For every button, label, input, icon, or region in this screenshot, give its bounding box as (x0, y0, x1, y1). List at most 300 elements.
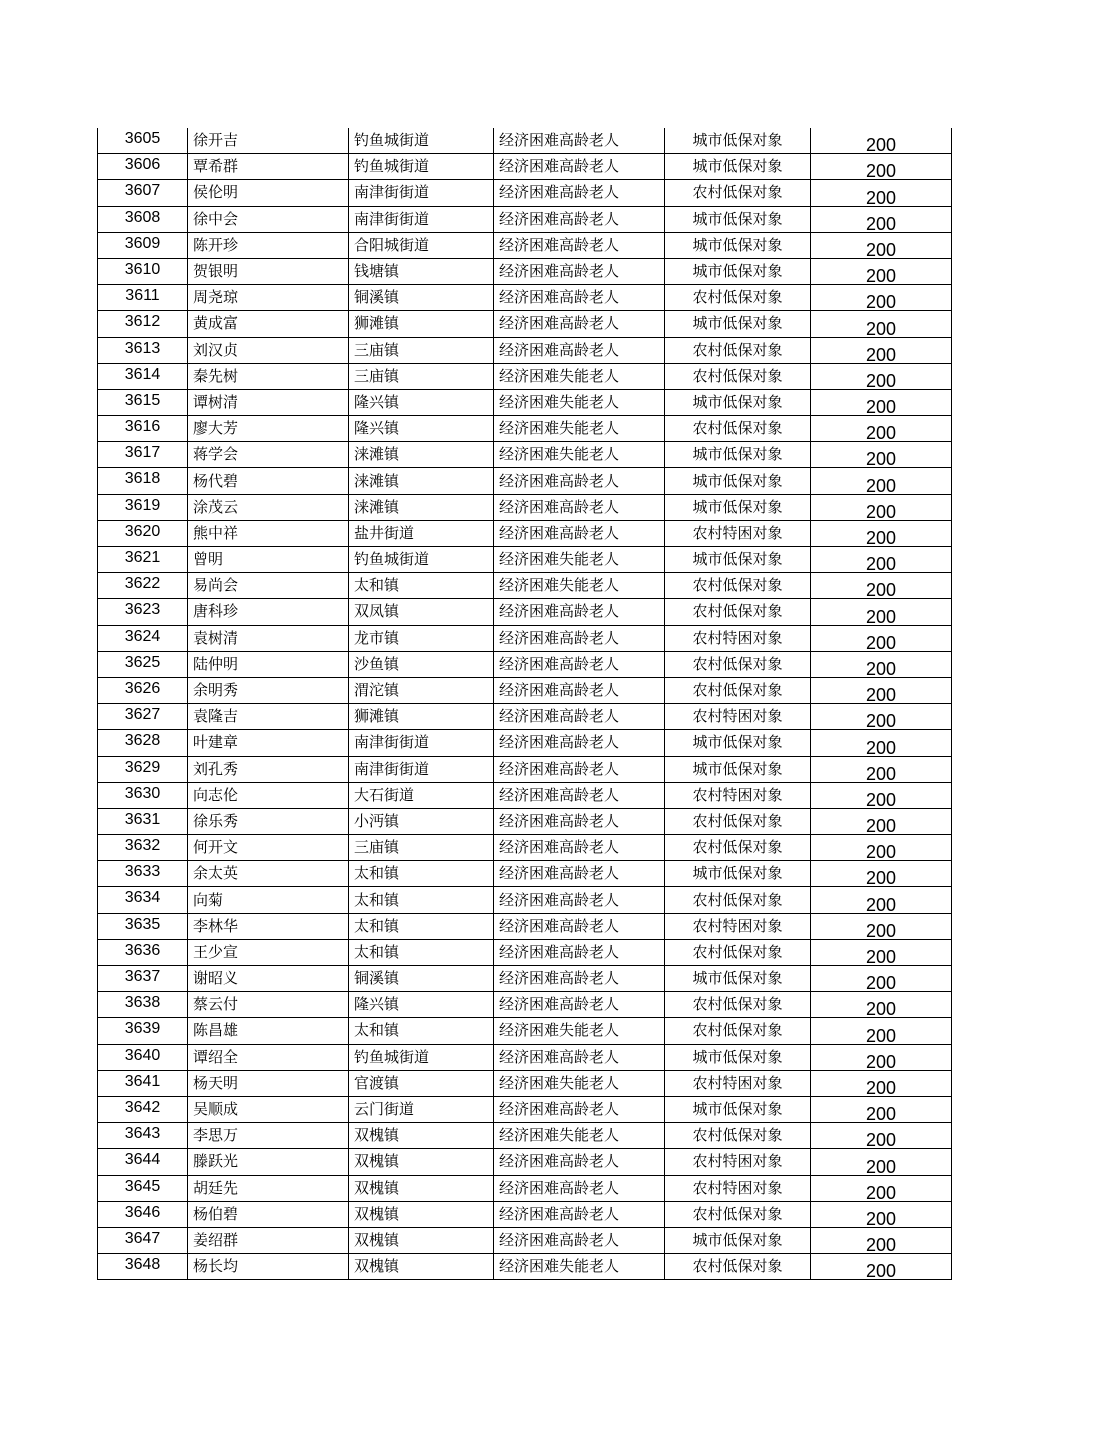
row-number: 3615 (124, 391, 161, 409)
subsidy-amount-cell (811, 782, 952, 808)
subsidy-amount-cell (811, 1201, 952, 1227)
person-name-cell (188, 1254, 349, 1280)
street-town: 双槐镇 (354, 1178, 400, 1197)
subsidy-amount-cell (811, 677, 952, 703)
person-name-cell (188, 1018, 349, 1044)
subsidy-amount-cell (811, 835, 952, 861)
assistance-category-cell (665, 416, 811, 442)
elder-type: 经济困难高龄老人 (499, 1152, 620, 1171)
subsidy-amount-cell (811, 966, 952, 992)
elder-type-cell (494, 1227, 665, 1253)
elder-type: 经济困难高龄老人 (499, 864, 620, 883)
row-number-cell (98, 861, 188, 887)
person-name-cell (188, 651, 349, 677)
row-number: 3642 (124, 1098, 161, 1116)
table-row (98, 1227, 952, 1253)
row-number-cell (98, 651, 188, 677)
assistance-category: 农村特困对象 (692, 1178, 783, 1197)
assistance-category: 农村特困对象 (692, 1152, 783, 1171)
elder-type: 经济困难高龄老人 (499, 681, 620, 700)
row-number: 3621 (124, 549, 161, 566)
person-name-cell (188, 1123, 349, 1149)
row-number-cell (98, 808, 188, 834)
person-name-cell (188, 704, 349, 730)
elder-type-cell (494, 311, 665, 337)
street-town-cell (349, 206, 494, 232)
street-town: 太和镇 (354, 942, 400, 961)
street-town-cell (349, 835, 494, 861)
street-town: 双槐镇 (354, 1230, 400, 1249)
row-number-cell (98, 494, 188, 520)
row-number-cell (98, 730, 188, 756)
row-number: 3644 (124, 1151, 161, 1169)
subsidy-amount: 200 (865, 947, 897, 966)
elder-type: 经济困难高龄老人 (499, 628, 620, 647)
elder-type: 经济困难失能老人 (499, 550, 620, 569)
row-number-cell (98, 180, 188, 206)
street-town-cell (349, 704, 494, 730)
elder-type-cell (494, 520, 665, 546)
subsidy-amount-cell (811, 416, 952, 442)
table-row (98, 180, 952, 206)
row-number: 3632 (124, 837, 161, 855)
street-town: 小沔镇 (354, 811, 400, 830)
table-row (98, 363, 952, 389)
elder-type-cell (494, 1254, 665, 1280)
elder-type-cell (494, 128, 665, 154)
street-town: 官渡镇 (354, 1073, 400, 1092)
row-number: 3611 (125, 287, 160, 305)
subsidy-amount-cell (811, 992, 952, 1018)
elder-type-cell (494, 599, 665, 625)
elder-type-cell (494, 939, 665, 965)
subsidy-amount: 200 (865, 1077, 897, 1097)
subsidy-amount-cell (811, 1149, 952, 1175)
person-name: 徐中会 (193, 209, 239, 228)
street-town-cell (349, 258, 494, 284)
subsidy-amount: 200 (865, 292, 897, 311)
street-town: 南津街街道 (354, 759, 430, 778)
row-number-cell (98, 520, 188, 546)
person-name: 熊中祥 (193, 523, 239, 542)
subsidy-amount: 200 (865, 1261, 897, 1280)
row-number: 3605 (124, 130, 161, 147)
assistance-category-cell (665, 1044, 811, 1070)
subsidy-amount-cell (811, 547, 952, 573)
subsidy-amount: 200 (865, 370, 897, 390)
elder-type-cell (494, 677, 665, 703)
elder-type-cell (494, 573, 665, 599)
person-name-cell (188, 913, 349, 939)
row-number-cell (98, 363, 188, 389)
subsidy-amount: 200 (865, 397, 897, 416)
assistance-category-cell (665, 730, 811, 756)
street-town: 涞滩镇 (354, 497, 400, 516)
subsidy-amount: 200 (865, 1025, 897, 1045)
elder-type-cell (494, 206, 665, 232)
row-number-cell (98, 1018, 188, 1044)
table-row (98, 599, 952, 625)
elder-type-cell (494, 730, 665, 756)
subsidy-amount: 200 (865, 632, 897, 652)
subsidy-amount: 200 (865, 449, 897, 468)
row-number: 3623 (124, 601, 161, 619)
subsidy-amount: 200 (865, 737, 897, 756)
street-town-cell (349, 1254, 494, 1280)
row-number: 3628 (124, 732, 161, 750)
assistance-category: 农村低保对象 (692, 602, 783, 621)
street-town: 南津街街道 (354, 209, 430, 228)
street-town-cell (349, 992, 494, 1018)
street-town: 钓鱼城街道 (354, 550, 430, 569)
assistance-category: 农村低保对象 (692, 366, 783, 385)
person-name: 廖大芳 (193, 419, 239, 438)
subsidy-amount-cell (811, 730, 952, 756)
street-town: 大石街道 (354, 785, 415, 804)
assistance-category-cell (665, 1070, 811, 1096)
street-town-cell (349, 311, 494, 337)
person-name: 姜绍群 (193, 1230, 239, 1249)
table-row (98, 835, 952, 861)
street-town: 太和镇 (354, 576, 400, 595)
row-number: 3635 (124, 915, 161, 933)
table-row (98, 258, 952, 284)
person-name: 徐乐秀 (193, 811, 239, 830)
table-row (98, 756, 952, 782)
street-town: 合阳城街道 (354, 235, 430, 254)
person-name: 蒋学会 (193, 445, 239, 464)
elder-type-cell (494, 1149, 665, 1175)
subsidy-amount-cell (811, 128, 952, 154)
assistance-category-cell (665, 704, 811, 730)
person-name: 涂茂云 (193, 497, 239, 516)
street-town: 铜溪镇 (354, 969, 400, 988)
street-town-cell (349, 1123, 494, 1149)
street-town-cell (349, 887, 494, 913)
subsidy-amount-cell (811, 442, 952, 468)
person-name: 易尚会 (193, 576, 239, 595)
street-town: 钱塘镇 (354, 262, 400, 281)
row-number: 3614 (124, 365, 161, 383)
table-row (98, 677, 952, 703)
subsidy-amount-cell (811, 913, 952, 939)
subsidy-amount-cell (811, 180, 952, 206)
elder-type: 经济困难高龄老人 (499, 1204, 620, 1223)
table-row (98, 416, 952, 442)
elder-type-cell (494, 363, 665, 389)
person-name: 余明秀 (193, 681, 239, 700)
table-row (98, 730, 952, 756)
person-name: 刘汉贞 (193, 340, 239, 359)
subsidy-amount: 200 (865, 554, 897, 573)
subsidy-amount-cell (811, 494, 952, 520)
row-number: 3638 (124, 994, 161, 1012)
person-name-cell (188, 520, 349, 546)
assistance-category: 农村低保对象 (692, 419, 783, 438)
elder-type: 经济困难高龄老人 (499, 942, 620, 961)
street-town-cell (349, 782, 494, 808)
street-town-cell (349, 180, 494, 206)
row-number-cell (98, 887, 188, 913)
table-row (98, 1254, 952, 1280)
street-town-cell (349, 625, 494, 651)
person-name: 吴顺成 (193, 1100, 239, 1119)
row-number-cell (98, 258, 188, 284)
elder-type: 经济困难高龄老人 (499, 340, 620, 359)
subsidy-amount-cell (811, 939, 952, 965)
assistance-category-cell (665, 861, 811, 887)
assistance-category: 农村低保对象 (692, 942, 783, 961)
row-number: 3633 (124, 863, 161, 881)
person-name: 李思万 (193, 1126, 239, 1145)
person-name-cell (188, 1096, 349, 1122)
row-number-cell (98, 1096, 188, 1122)
table-row (98, 704, 952, 730)
person-name: 谭绍全 (193, 1047, 239, 1066)
assistance-category: 农村低保对象 (692, 811, 783, 830)
assistance-category: 城市低保对象 (692, 131, 783, 150)
assistance-category: 农村低保对象 (692, 838, 783, 857)
table-row (98, 808, 952, 834)
person-name: 袁树清 (193, 628, 239, 647)
elder-type-cell (494, 416, 665, 442)
elder-type-cell (494, 1070, 665, 1096)
table-row (98, 861, 952, 887)
table-row (98, 547, 952, 573)
subsidy-amount-cell (811, 232, 952, 258)
person-name-cell (188, 285, 349, 311)
person-name: 何开文 (193, 838, 239, 857)
subsidy-amount: 200 (865, 606, 897, 626)
row-number: 3617 (124, 444, 161, 462)
table-row (98, 1149, 952, 1175)
table-row (98, 573, 952, 599)
subsidy-amount: 200 (865, 135, 897, 154)
subsidy-amount-cell (811, 808, 952, 834)
elder-type: 经济困难高龄老人 (499, 1178, 620, 1197)
assistance-category: 农村低保对象 (692, 1204, 783, 1223)
person-name: 覃希群 (193, 157, 239, 176)
person-name-cell (188, 363, 349, 389)
person-name: 谭树清 (193, 392, 239, 411)
street-town: 沙鱼镇 (354, 654, 400, 673)
elder-type: 经济困难高龄老人 (499, 1100, 620, 1119)
person-name-cell (188, 756, 349, 782)
subsidy-amount-cell (811, 206, 952, 232)
person-name: 杨代碧 (193, 471, 239, 490)
subsidy-amount: 200 (865, 423, 897, 442)
elder-type: 经济困难高龄老人 (499, 314, 620, 333)
subsidy-amount: 200 (865, 973, 897, 992)
elder-type: 经济困难失能老人 (499, 445, 620, 464)
table-row (98, 206, 952, 232)
elder-type-cell (494, 1018, 665, 1044)
person-name-cell (188, 730, 349, 756)
elder-type: 经济困难高龄老人 (499, 785, 620, 804)
table-row (98, 887, 952, 913)
elder-type-cell (494, 468, 665, 494)
person-name-cell (188, 337, 349, 363)
person-name: 胡廷先 (193, 1178, 239, 1197)
row-number: 3626 (124, 679, 161, 697)
elder-type: 经济困难失能老人 (499, 1073, 620, 1092)
person-name: 秦先树 (193, 366, 239, 385)
assistance-category: 农村特困对象 (692, 916, 783, 935)
subsidy-amount: 200 (865, 266, 897, 285)
elder-type-cell (494, 782, 665, 808)
assistance-category-cell (665, 547, 811, 573)
assistance-category-cell (665, 835, 811, 861)
elder-type-cell (494, 180, 665, 206)
subsidy-amount: 200 (865, 658, 897, 678)
assistance-category: 城市低保对象 (692, 471, 783, 490)
row-number-cell (98, 1123, 188, 1149)
row-number-cell (98, 966, 188, 992)
street-town: 太和镇 (354, 890, 400, 909)
subsidy-amount: 200 (865, 1235, 897, 1254)
subsidy-amount-cell (811, 311, 952, 337)
subsidy-amount: 200 (865, 1208, 897, 1228)
street-town-cell (349, 1018, 494, 1044)
person-name-cell (188, 1227, 349, 1253)
assistance-category: 城市低保对象 (692, 1230, 783, 1249)
row-number-cell (98, 1044, 188, 1070)
elder-type-cell (494, 704, 665, 730)
street-town: 三庙镇 (354, 340, 400, 359)
table-row (98, 1201, 952, 1227)
table-row (98, 337, 952, 363)
street-town: 太和镇 (354, 916, 400, 935)
row-number: 3625 (124, 653, 161, 671)
assistance-category-cell (665, 311, 811, 337)
elder-type: 经济困难高龄老人 (499, 131, 620, 150)
subsidy-amount: 200 (865, 920, 897, 940)
street-town-cell (349, 389, 494, 415)
assistance-category-cell (665, 573, 811, 599)
subsidy-amount-cell (811, 285, 952, 311)
street-town: 狮滩镇 (354, 707, 400, 726)
street-town: 三庙镇 (354, 366, 400, 385)
elder-type: 经济困难高龄老人 (499, 916, 620, 935)
street-town-cell (349, 547, 494, 573)
row-number: 3646 (124, 1203, 161, 1221)
assistance-category: 城市低保对象 (692, 969, 783, 988)
table-row (98, 1070, 952, 1096)
elder-type: 经济困难高龄老人 (499, 811, 620, 830)
subsidy-amount: 200 (865, 187, 897, 207)
elder-type-cell (494, 1123, 665, 1149)
person-name-cell (188, 180, 349, 206)
person-name-cell (188, 573, 349, 599)
row-number-cell (98, 285, 188, 311)
street-town-cell (349, 232, 494, 258)
subsidy-amount-cell (811, 756, 952, 782)
assistance-category-cell (665, 206, 811, 232)
street-town: 双凤镇 (354, 602, 400, 621)
row-number: 3609 (124, 234, 161, 252)
table-row (98, 966, 952, 992)
subsidy-amount-cell (811, 1018, 952, 1044)
assistance-category-cell (665, 442, 811, 468)
person-name-cell (188, 389, 349, 415)
row-number: 3616 (124, 418, 161, 436)
elder-type-cell (494, 808, 665, 834)
assistance-category-cell (665, 180, 811, 206)
subsidy-amount: 200 (865, 816, 897, 835)
row-number: 3612 (124, 313, 161, 331)
row-number-cell (98, 154, 188, 180)
street-town-cell (349, 285, 494, 311)
row-number-cell (98, 389, 188, 415)
elder-type: 经济困难高龄老人 (499, 523, 620, 542)
person-name: 黄成富 (193, 314, 239, 333)
assistance-category-cell (665, 1096, 811, 1122)
assistance-category: 农村低保对象 (692, 576, 783, 595)
elder-type-cell (494, 887, 665, 913)
street-town: 云门街道 (354, 1100, 415, 1119)
subsidy-amount-cell (811, 625, 952, 651)
row-number-cell (98, 1149, 188, 1175)
street-town: 南津街街道 (354, 183, 430, 202)
assistance-category-cell (665, 651, 811, 677)
row-number: 3647 (124, 1229, 161, 1247)
row-number-cell (98, 547, 188, 573)
table-row (98, 232, 952, 258)
elder-type-cell (494, 625, 665, 651)
row-number-cell (98, 311, 188, 337)
assistance-category-cell (665, 468, 811, 494)
elder-type: 经济困难高龄老人 (499, 707, 620, 726)
row-number-cell (98, 1070, 188, 1096)
person-name: 李林华 (193, 916, 239, 935)
subsidy-amount-cell (811, 1044, 952, 1070)
person-name-cell (188, 232, 349, 258)
street-town-cell (349, 808, 494, 834)
table-row (98, 913, 952, 939)
row-number: 3608 (124, 208, 161, 226)
subsidy-amount: 200 (865, 213, 897, 233)
row-number: 3624 (124, 627, 161, 645)
subsidy-amount: 200 (865, 894, 897, 914)
subsidy-amount: 200 (865, 842, 897, 861)
street-town: 双槐镇 (354, 1257, 400, 1276)
assistance-category: 农村特困对象 (692, 785, 783, 804)
person-name: 曾明 (193, 550, 224, 569)
assistance-category: 城市低保对象 (692, 262, 783, 281)
elder-type: 经济困难高龄老人 (499, 262, 620, 281)
street-town: 钓鱼城街道 (354, 131, 430, 150)
subsidy-amount: 200 (865, 239, 897, 259)
street-town-cell (349, 756, 494, 782)
street-town: 隆兴镇 (354, 392, 400, 411)
person-name-cell (188, 992, 349, 1018)
street-town-cell (349, 599, 494, 625)
person-name: 蔡云付 (193, 995, 239, 1014)
assistance-category: 城市低保对象 (692, 209, 783, 228)
table-row (98, 1096, 952, 1122)
street-town: 太和镇 (354, 864, 400, 883)
assistance-category: 农村低保对象 (692, 995, 783, 1014)
row-number-cell (98, 468, 188, 494)
assistance-category: 农村低保对象 (692, 288, 783, 307)
assistance-category-cell (665, 913, 811, 939)
street-town: 龙市镇 (354, 628, 400, 647)
subsidy-amount: 200 (865, 1104, 897, 1123)
elder-type-cell (494, 1044, 665, 1070)
elder-type: 经济困难高龄老人 (499, 602, 620, 621)
assistance-category-cell (665, 966, 811, 992)
assistance-category-cell (665, 258, 811, 284)
